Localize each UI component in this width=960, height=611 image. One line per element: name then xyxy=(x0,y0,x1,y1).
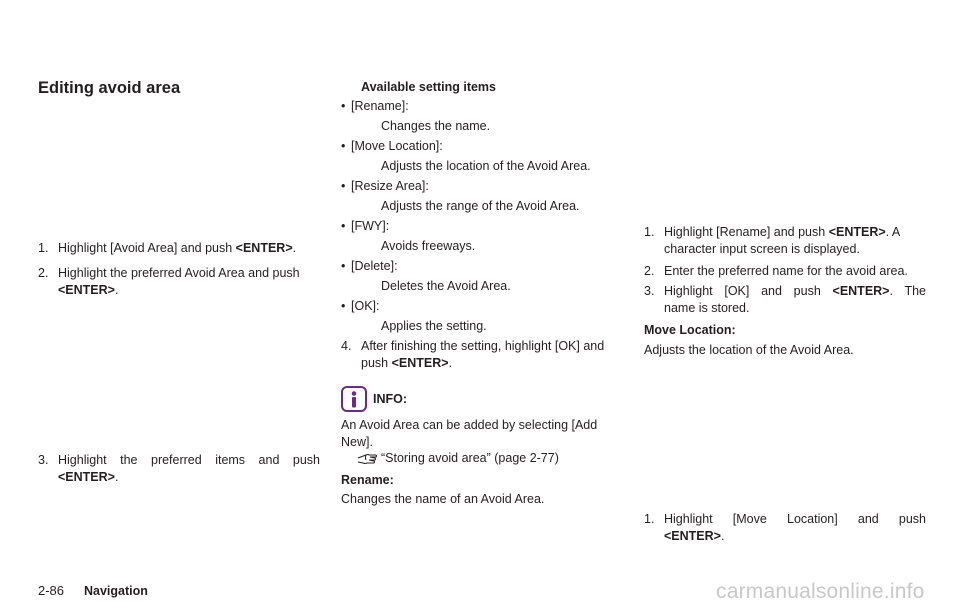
item-label: [OK]: xyxy=(351,299,380,313)
step-number: 3. xyxy=(38,453,49,467)
page-number: 2-86 xyxy=(38,583,65,598)
step-number: 1. xyxy=(644,225,655,239)
step-number: 2. xyxy=(38,266,49,280)
item-label: [Resize Area]: xyxy=(351,179,429,193)
move-location-text: Adjusts the location of the Avoid Area. xyxy=(644,343,854,357)
page-reference-link[interactable]: “Storing avoid area” (page 2-77) xyxy=(381,451,559,465)
step-text: Highlight [Avoid Area] and push xyxy=(58,241,236,255)
step-number: 1. xyxy=(644,512,655,526)
item-description: Avoids freeways. xyxy=(381,239,476,253)
enter-key: <ENTER> xyxy=(235,241,293,255)
step-text: Enter the preferred name for the avoid area. xyxy=(664,264,908,278)
item-description: Applies the setting. xyxy=(381,319,487,333)
enter-key: <ENTER> xyxy=(664,528,721,543)
item-description: Changes the name. xyxy=(381,119,491,133)
step-number: 3. xyxy=(644,284,655,298)
info-icon xyxy=(341,386,367,412)
info-title: INFO: xyxy=(373,392,408,406)
step-number: 2. xyxy=(644,264,655,278)
enter-key: <ENTER> xyxy=(391,355,449,370)
enter-key: <ENTER> xyxy=(58,282,115,297)
step-text: Highlight the preferred items and push xyxy=(58,453,320,467)
section-name: Navigation xyxy=(84,584,148,598)
step-text: Highlight the preferred Avoid Area and push xyxy=(58,266,300,280)
step-number: 4. xyxy=(341,339,352,353)
step-text: Highlight [OK] and push xyxy=(664,284,833,298)
item-label: [Delete]: xyxy=(351,259,398,273)
page-reference-icon xyxy=(357,452,379,466)
enter-key: <ENTER> xyxy=(58,469,115,484)
move-location-heading: Move Location: xyxy=(644,323,736,337)
section-heading: Editing avoid area xyxy=(38,79,181,97)
step-text: Highlight [Rename] and push xyxy=(664,225,829,239)
enter-key: <ENTER> xyxy=(828,225,886,239)
item-label: [Rename]: xyxy=(351,99,409,113)
enter-key: <ENTER> xyxy=(832,284,890,298)
rename-heading: Rename: xyxy=(341,473,394,487)
step-text: Highlight [Move Location] and push xyxy=(664,512,926,526)
watermark: carmanualsonline.info xyxy=(716,580,925,603)
item-description: Adjusts the location of the Avoid Area. xyxy=(381,159,591,173)
rename-text: Changes the name of an Avoid Area. xyxy=(341,492,545,506)
info-text: An Avoid Area can be added by selecting [Add New]. xyxy=(341,418,598,449)
item-label: [Move Location]: xyxy=(351,139,443,153)
available-items-heading: Available setting items xyxy=(361,80,496,94)
item-description: Adjusts the range of the Avoid Area. xyxy=(381,199,580,213)
item-label: [FWY]: xyxy=(351,219,390,233)
step-text: After finishing the setting, highlight [OK] and xyxy=(361,339,605,353)
item-description: Deletes the Avoid Area. xyxy=(381,279,511,293)
step-number: 1. xyxy=(38,241,49,255)
